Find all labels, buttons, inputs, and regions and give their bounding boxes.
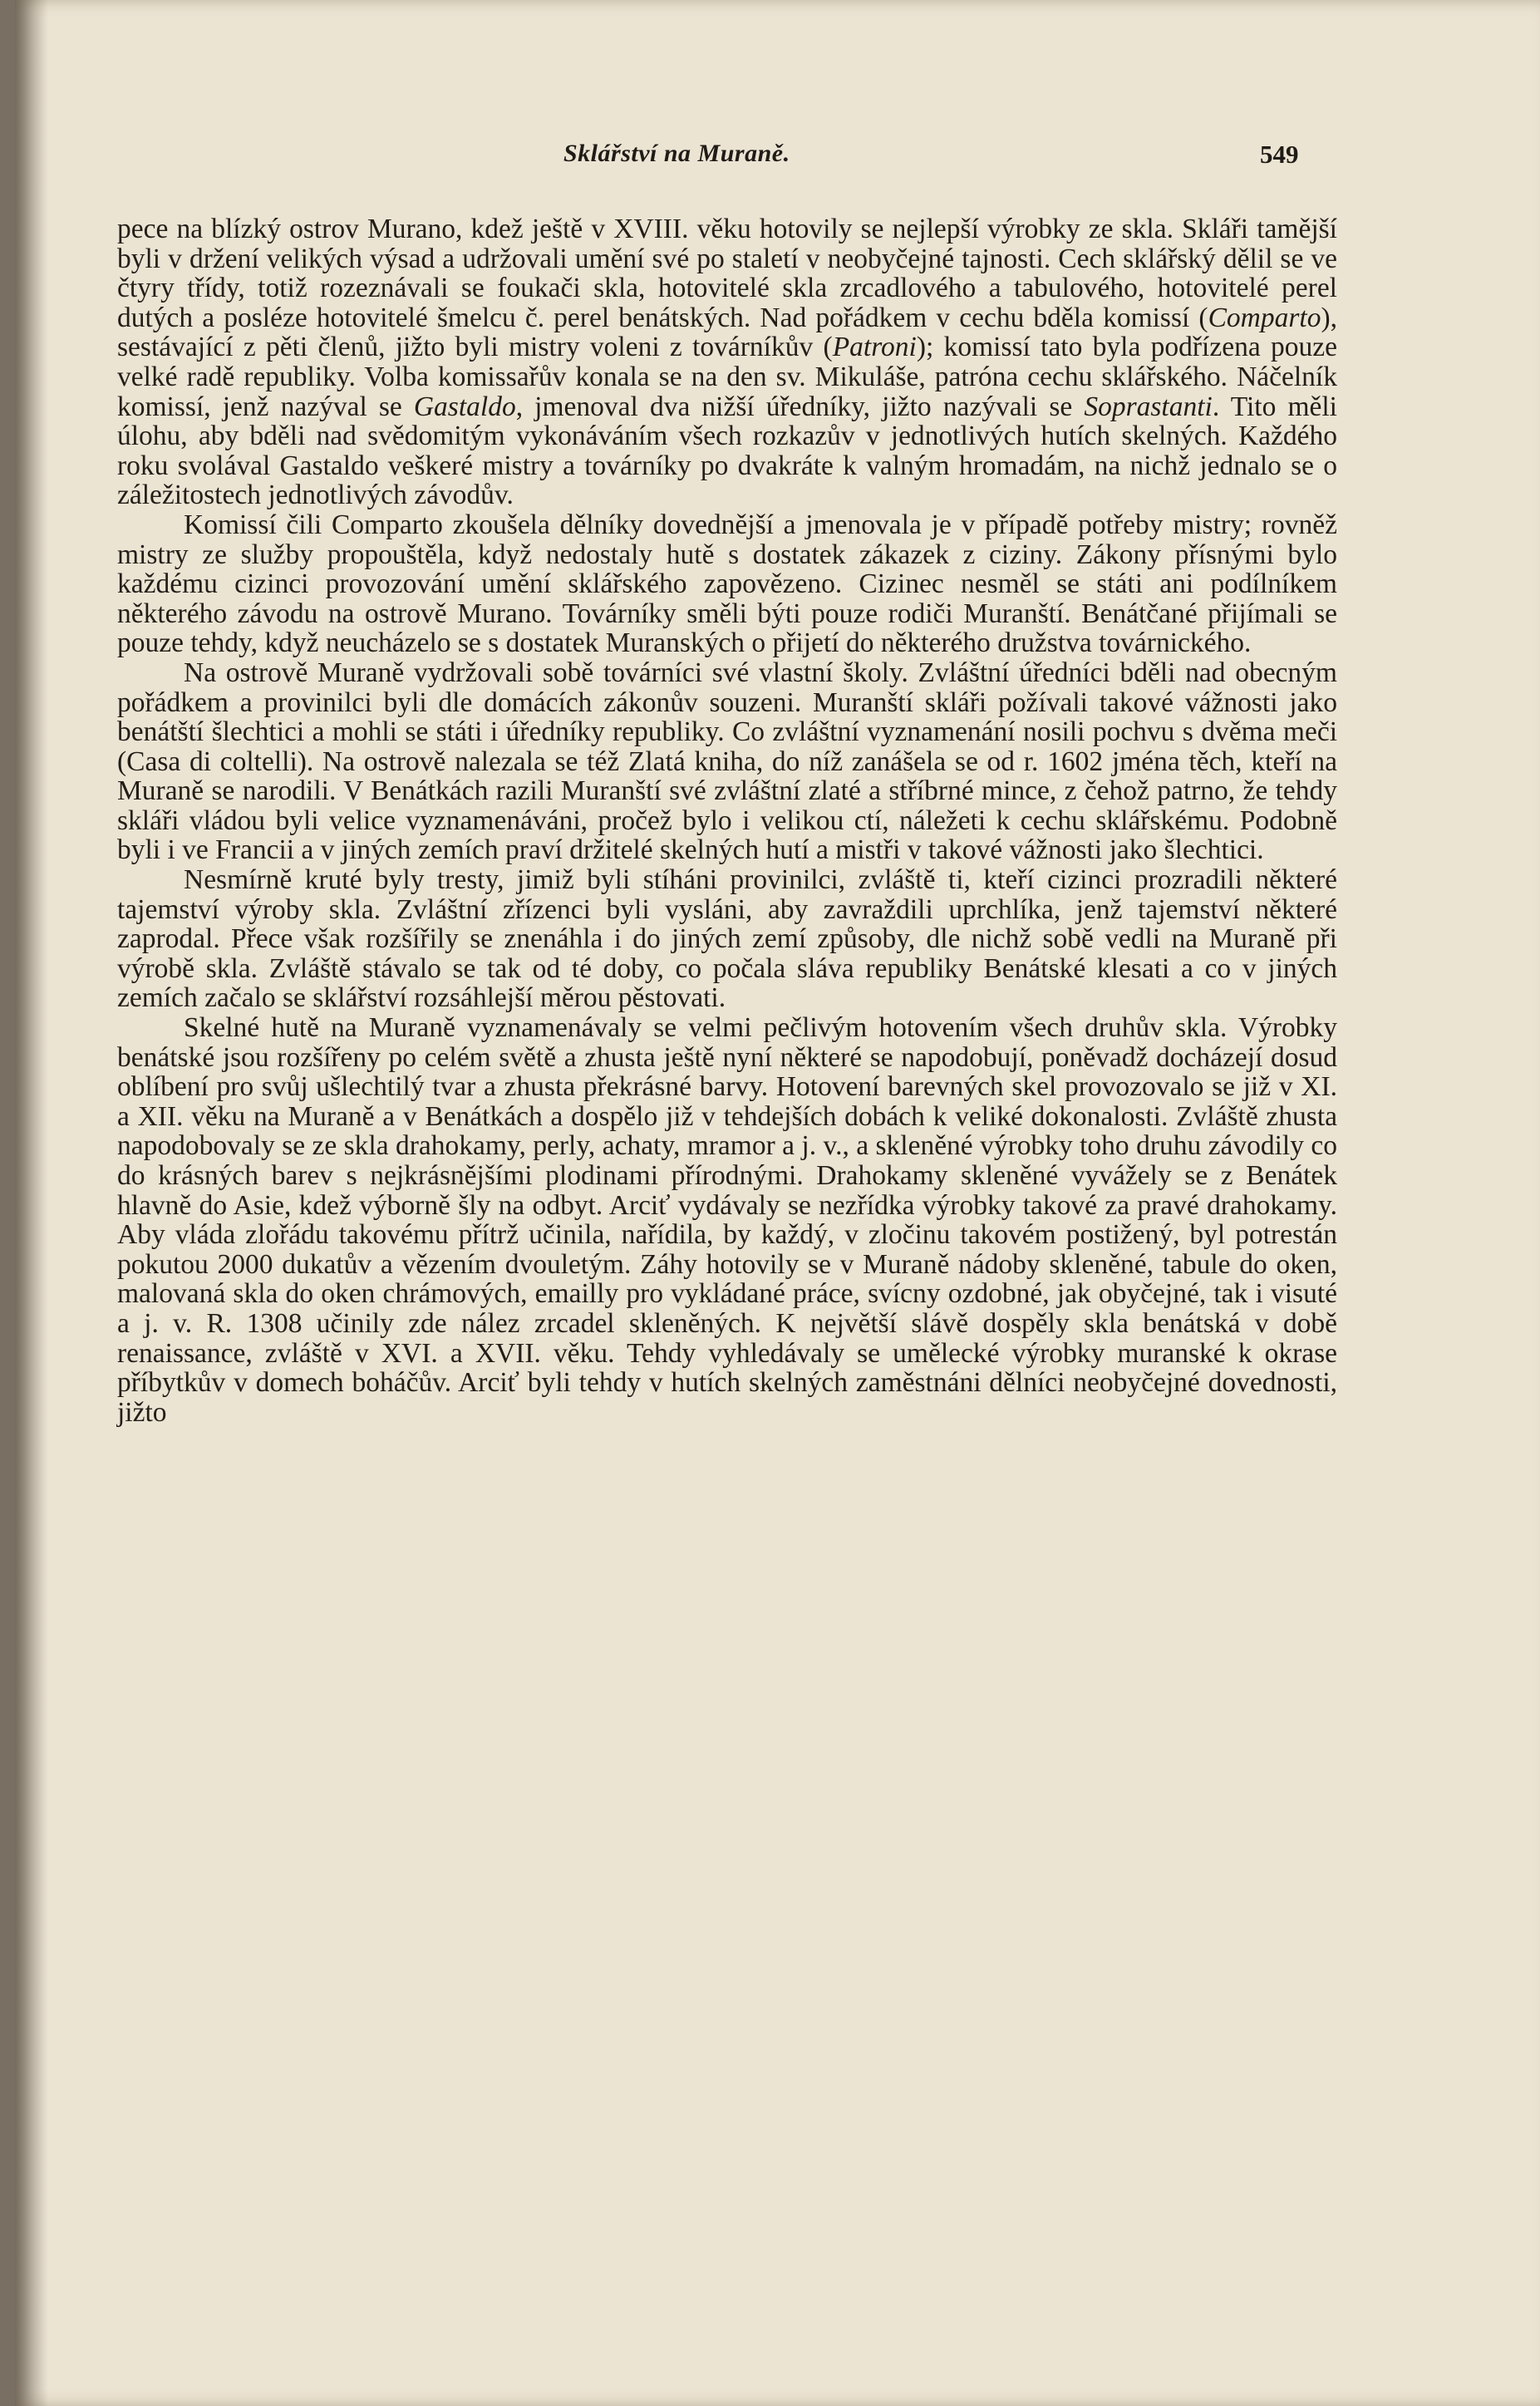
paragraph (117, 1013, 1337, 1427)
page-number: 549 (1260, 140, 1299, 169)
body-text (117, 214, 1337, 1427)
text-run: Nesmírně kruté byly tresty, jimiž byli stíháni provinilci, zvláště ti, kteří cizinci prozradili některé tajemství výroby skla. Zvláštní zřízenci byli vysláni, aby zavraždili uprchlíka, jenž tajemství některé zaprodal. Přece však rozšířily se znenáhla i do jiných zemí způsoby, dle nichž sobě vedli na Muraně při výrobě skla. Zvláště stávalo se tak od té doby, co počala sláva republiky Benátské klesati a co v jiných zemích začalo se sklářství rozsáhlejší měrou pěstovati. (117, 864, 1337, 1014)
paragraph (117, 658, 1337, 865)
book-page (15, 0, 1540, 2406)
italic-term: Comparto (1208, 302, 1321, 333)
text-run: ), sestávající z pěti členů, jižto byli mistry voleni z továrníkův ( (117, 302, 1337, 363)
paragraph (117, 510, 1337, 658)
running-head (15, 140, 1540, 173)
text-run: , jmenoval dva nižší úředníky, jižto nazývali se (515, 391, 1085, 422)
italic-term: Gastaldo (413, 391, 516, 422)
text-run: ); komissí tato byla podřízena pouze velké radě republiky. Volba komissařův konala se na den sv. Mikuláše, patróna cechu sklářského. Náčelník komissí, jenž nazýval se (117, 332, 1337, 422)
paragraph (117, 865, 1337, 1013)
text-run: . Tito měli úlohu, aby bděli nad svědomitým vykonáváním všech rozkazův v jednotlivých hutích skelných. Každého roku svolával Gastaldo veškeré mistry a továrníky po dvakráte k valným hromadám, na nichž jednalo se o záležitostech jednotlivých závodův. (117, 391, 1337, 511)
running-title: Sklářství na Muraně. (563, 140, 790, 167)
italic-term: Patroni (832, 332, 917, 363)
text-run: pece na blízký ostrov Murano, kdež ještě v XVIII. věku hotovily se nejlepší výrobky ze skla. Skláři tamější byli v držení velikých výsad a udržovali umění své po staletí v neobyčejné tajnosti. Cech sklářský dělil se ve čtyry třídy, totiž rozeznávali se foukači skla, hotovitelé skla zrcadlového a tabulového, hotovitelé perel dutých a posléze hotovitelé šmelcu č. perel benátských. Nad pořádkem v cechu bděla komissí ( (117, 214, 1337, 333)
italic-term: Soprastanti (1084, 391, 1213, 422)
text-run: Skelné hutě na Muraně vyznamenávaly se velmi pečlivým hotovením všech druhův skla. Výrobky benátské jsou rozšířeny po celém světě a zhusta ještě nyní některé se napodobují, poněvadž docházejí dosud oblíbení pro svůj ušlechtilý tvar a zhusta překrásné barvy. Hotovení barevných skel provozovalo se již v XI. a XII. věku na Muraně a v Benátkách a dospělo již v tehdejších dobách k veliké dokonalosti. Zvláště zhusta napodobovaly se ze skla drahokamy, perly, achaty, mramor a j. v., a skleněné výrobky toho druhu závodily co do krásných barev s nejkrásnějšími plodinami přírodnými. Drahokamy skleněné vyvážely se z Benátek hlavně do Asie, kdež výborně šly na odbyt. Arciť vydávaly se nezřídka výrobky takové za pravé drahokamy. Aby vláda zlořádu takovému přítrž učinila, nařídila, by každý, v zločinu takovém postižený, byl potrestán pokutou 2000 dukatův a vězením dvouletým. Záhy hotovily se v Muraně nádoby skleněné, tabule do oken, malovaná skla do oken chrámových, emailly pro vykládané práce, svícny ozdobné, jak obyčejné, tak i visuté a j. v. R. 1308 učinily zde nález zrcadel skleněných. K největší slávě dospěly skla benátská v době renaissance, zvláště v XVI. a XVII. věku. Tehdy vyhledávaly se umělecké výrobky muranské k okrase příbytkův v domech boháčův. Arciť byli tehdy v hutích skelných zaměstnáni dělníci neobyčejné dovednosti, jižto (117, 1012, 1337, 1428)
spine-shadow (15, 0, 48, 2406)
text-run: Na ostrově Muraně vydržovali sobě továrníci své vlastní školy. Zvláštní úředníci bděli nad obecným pořádkem a provinilci byli dle domácích zákonův souzeni. Muranští skláři požívali takové vážnosti jako benátští šlechtici a mohli se státi i úředníky republiky. Co zvláštní vyznamenání nosili pochvu s dvěma meči (Casa di coltelli). Na ostrově nalezala se též Zlatá kniha, do níž zanášela se od r. 1602 jména těch, kteří na Muraně se narodili. V Benátkách razili Muranští své zvláštní zlaté a stříbrné mince, z čehož patrno, že tehdy skláři vládou byli velice vyznamenáváni, pročež bylo i velikou ctí, náležeti k cechu sklářskému. Podobně byli i ve Francii a v jiných zemích praví držitelé skelných hutí a mistři v takové vážnosti jako šlechtici. (117, 657, 1337, 866)
paragraph (117, 214, 1337, 510)
text-run: Komissí čili Comparto zkoušela dělníky dovednější a jmenovala je v případě potřeby mistry; rovněž mistry ze služby propouštěla, když nedostaly hutě s dostatek zákazek z ciziny. Zákony přísnými bylo každému cizinci provozování umění sklářského zapovězeno. Cizinec nesměl se státi ani podílníkem některého závodu na ostrově Murano. Továrníky směli býti pouze rodiči Muranští. Benátčané přijímali se pouze tehdy, když neucházelo se s dostatek Muranských o přijetí do některého družstva továrnického. (117, 509, 1337, 659)
